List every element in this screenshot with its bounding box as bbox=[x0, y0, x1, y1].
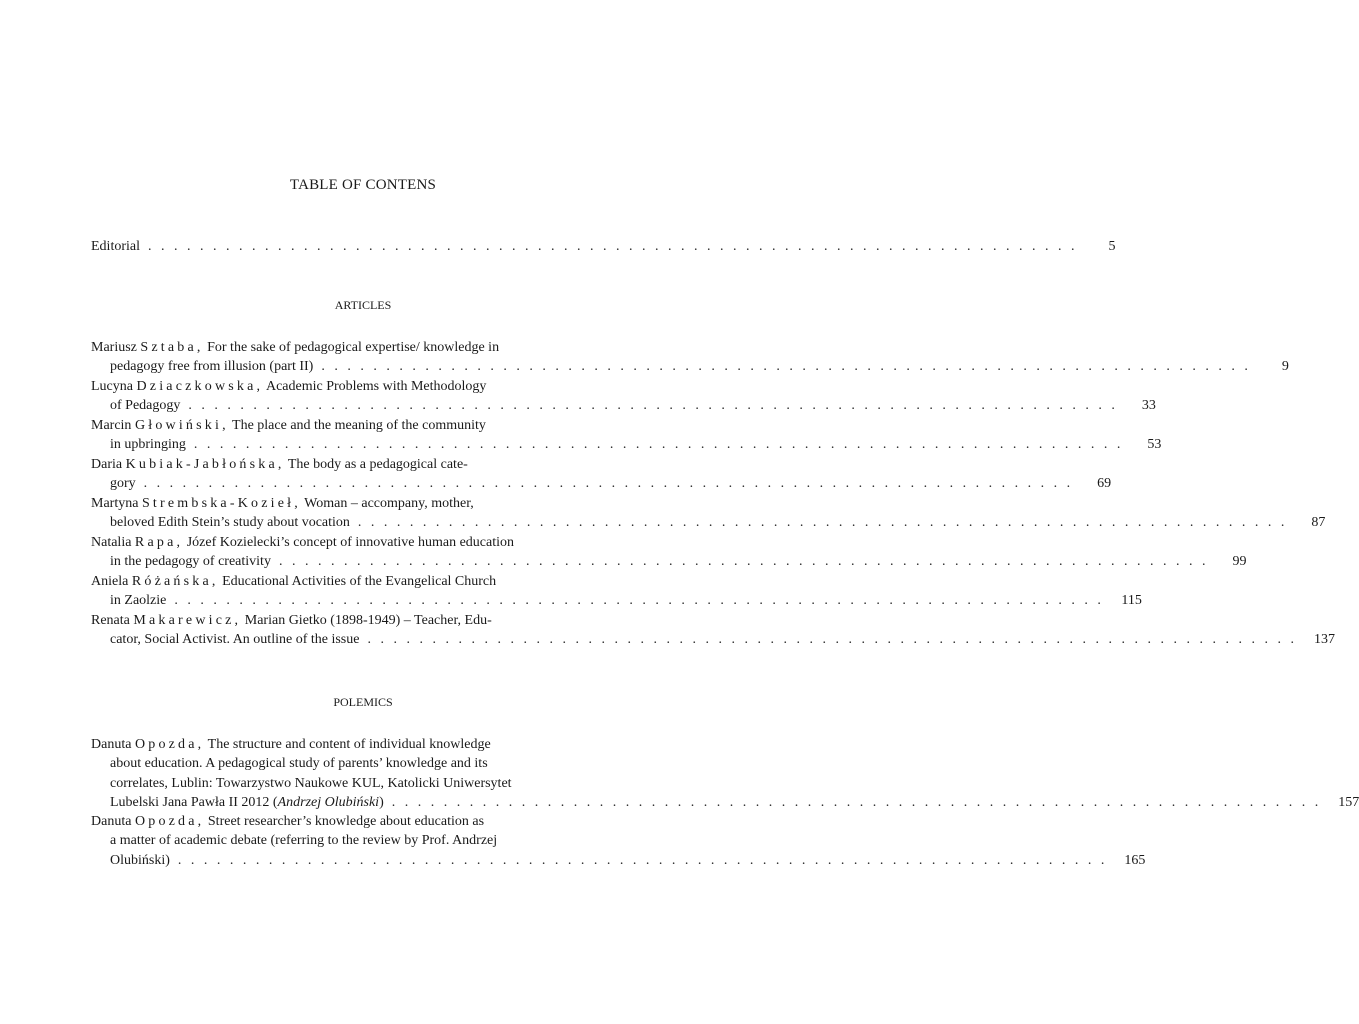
dot-leader: . . . . . . . . . . . . . . . . . . . . . . . . . . . . . . . . . . . . . . . . . . . . . . . . . . . . . . . . . . . . . . . . . . . . . . . . bbox=[174, 593, 1104, 609]
dot-leader: . . . . . . . . . . . . . . . . . . . . . . . . . . . . . . . . . . . . . . . . . . . . . . . . . . . . . . . . . . . . . . . . . . . . . . . . bbox=[193, 437, 1124, 453]
dot-leader: . . . . . . . . . . . . . . . . . . . . . . . . . . . . . . . . . . . . . . . . . . . . . . . . . . . . . . . . . . . . . . . . . . . . . . . . bbox=[143, 476, 1074, 492]
author-first: Aniela bbox=[91, 574, 129, 589]
toc-entry[interactable] bbox=[91, 416, 1162, 455]
toc-entry[interactable] bbox=[91, 572, 1142, 611]
entry-title-cont: correlates, Lublin: Towarzystwo Naukowe KUL, Katolicki Uniwersytet bbox=[110, 775, 512, 791]
page-number: 115 bbox=[1121, 593, 1142, 609]
page-number: 69 bbox=[1097, 476, 1112, 492]
toc-entry-editorial[interactable] bbox=[91, 237, 1116, 256]
toc-entry[interactable] bbox=[91, 611, 1335, 650]
page-number: 9 bbox=[1281, 359, 1289, 375]
entry-title-cont: gory bbox=[110, 476, 136, 492]
dot-leader: . . . . . . . . . . . . . . . . . . . . . . . . . . . . . . . . . . . . . . . . . . . . . . . . . . . . . . . . . . . . . . . . . . . . . . . . bbox=[177, 852, 1108, 868]
entry-title-cont: Olubiński) bbox=[110, 852, 170, 868]
page-number: 33 bbox=[1141, 398, 1156, 414]
page-number: 87 bbox=[1311, 515, 1326, 531]
page-number: 157 bbox=[1338, 795, 1359, 811]
toc-entry[interactable] bbox=[91, 735, 1359, 813]
entry-title: Woman – accompany, mother, bbox=[304, 496, 474, 511]
author-first: Danuta bbox=[91, 814, 132, 829]
page-number: 99 bbox=[1232, 554, 1247, 570]
entry-title-cont: pedagogy free from illusion (part II) bbox=[110, 359, 314, 375]
dot-leader: . . . . . . . . . . . . . . . . . . . . . . . . . . . . . . . . . . . . . . . . . . . . . . . . . . . . . . . . . . . . . . . . . . . . . . . . bbox=[321, 359, 1251, 375]
dot-leader: . . . . . . . . . . . . . . . . . . . . . . . . . . . . . . . . . . . . . . . . . . . . . . . . . . . . . . . . . . . . . . . . . . . . . . . . bbox=[367, 632, 1297, 648]
toc-entry[interactable] bbox=[91, 455, 1112, 494]
author-first: Mariusz bbox=[91, 340, 137, 355]
author-surname: Dziaczkowska, bbox=[136, 379, 264, 394]
page-number: 5 bbox=[1108, 239, 1116, 254]
author-first: Martyna bbox=[91, 496, 139, 511]
entry-title: Józef Kozielecki’s concept of innovative human education bbox=[186, 535, 515, 550]
author-surname: Strembska-Kozieł, bbox=[141, 496, 301, 511]
page-number: 53 bbox=[1147, 437, 1162, 453]
entry-title-cont: beloved Edith Stein’s study about vocation bbox=[110, 515, 350, 531]
author-first: Danuta bbox=[91, 737, 132, 752]
dot-leader: . . . . . . . . . . . . . . . . . . . . . . . . . . . . . . . . . . . . . . . . . . . . . . . . . . . . . . . . . . . . . . . . . . . . . . . . bbox=[391, 795, 1322, 811]
dot-leader: . . . . . . . . . . . . . . . . . . . . . . . . . . . . . . . . . . . . . . . . . . . . . . . . . . . . . . . . . . . . . . . . . . . . . . . . bbox=[148, 239, 1078, 254]
entry-title-cont: in upbringing bbox=[110, 437, 186, 453]
entry-title-cont: cator, Social Activist. An outline of the issue bbox=[110, 632, 360, 648]
entry-title: The structure and content of individual knowledge bbox=[207, 737, 491, 752]
toc-entry[interactable] bbox=[91, 533, 1247, 572]
entry-title-cont: Lubelski Jana Pawła II 2012 (Andrzej Olubiński) bbox=[110, 795, 384, 811]
section-heading-articles: ARTICLES bbox=[334, 298, 392, 312]
entry-title: The place and the meaning of the community bbox=[232, 418, 486, 433]
toc-entry[interactable] bbox=[91, 812, 1146, 870]
author-surname: Makarewicz, bbox=[133, 613, 242, 628]
author-surname: Głowiński, bbox=[134, 418, 229, 433]
page-number: 165 bbox=[1124, 852, 1146, 868]
entry-title: Academic Problems with Methodology bbox=[265, 379, 487, 394]
toc-entry[interactable] bbox=[91, 377, 1156, 416]
entry-title: The body as a pedagogical cate- bbox=[287, 457, 468, 472]
author-surname: Kubiak-Jabłońska, bbox=[125, 457, 285, 472]
entry-title-cont: in the pedagogy of creativity bbox=[110, 554, 271, 570]
author-surname: Opozda, bbox=[134, 737, 205, 752]
toc-entry[interactable] bbox=[91, 494, 1326, 533]
dot-leader: . . . . . . . . . . . . . . . . . . . . . . . . . . . . . . . . . . . . . . . . . . . . . . . . . . . . . . . . . . . . . . . . . . . . . . . . bbox=[357, 515, 1288, 531]
entry-title-cont: of Pedagogy bbox=[110, 398, 181, 414]
entry-title: Street researcher’s knowledge about education as bbox=[207, 814, 485, 829]
entry-title: Editorial bbox=[91, 239, 140, 254]
entry-title-cont: about education. A pedagogical study of parents’ knowledge and its bbox=[110, 756, 488, 772]
page-number: 137 bbox=[1313, 632, 1335, 648]
dot-leader: . . . . . . . . . . . . . . . . . . . . . . . . . . . . . . . . . . . . . . . . . . . . . . . . . . . . . . . . . . . . . . . . . . . . . . . . bbox=[278, 554, 1209, 570]
page-title: TABLE OF CONTENS bbox=[289, 177, 437, 193]
author-surname: Sztaba, bbox=[140, 340, 204, 355]
entry-title: Marian Gietko (1898-1949) – Teacher, Edu- bbox=[244, 613, 492, 628]
author-first: Daria bbox=[91, 457, 123, 472]
toc-entry[interactable] bbox=[91, 338, 1289, 377]
author-first: Renata bbox=[91, 613, 130, 628]
author-surname: Różańska, bbox=[131, 574, 219, 589]
author-first: Marcin bbox=[91, 418, 132, 433]
entry-title: Educational Activities of the Evangelical Church bbox=[222, 574, 497, 589]
author-surname: Opozda, bbox=[134, 814, 205, 829]
entry-title-cont: in Zaolzie bbox=[110, 593, 167, 609]
entry-title-cont: a matter of academic debate (referring to the review by Prof. Andrzej bbox=[110, 833, 498, 849]
author-first: Natalia bbox=[91, 535, 132, 550]
entry-title: For the sake of pedagogical expertise/ knowledge in bbox=[207, 340, 500, 355]
reviewer-name: Andrzej Olubiński bbox=[277, 795, 380, 811]
author-first: Lucyna bbox=[91, 379, 133, 394]
dot-leader: . . . . . . . . . . . . . . . . . . . . . . . . . . . . . . . . . . . . . . . . . . . . . . . . . . . . . . . . . . . . . . . . . . . . . . . . bbox=[188, 398, 1118, 414]
author-surname: Rapa, bbox=[134, 535, 184, 550]
section-heading-polemics: POLEMICS bbox=[333, 695, 393, 709]
